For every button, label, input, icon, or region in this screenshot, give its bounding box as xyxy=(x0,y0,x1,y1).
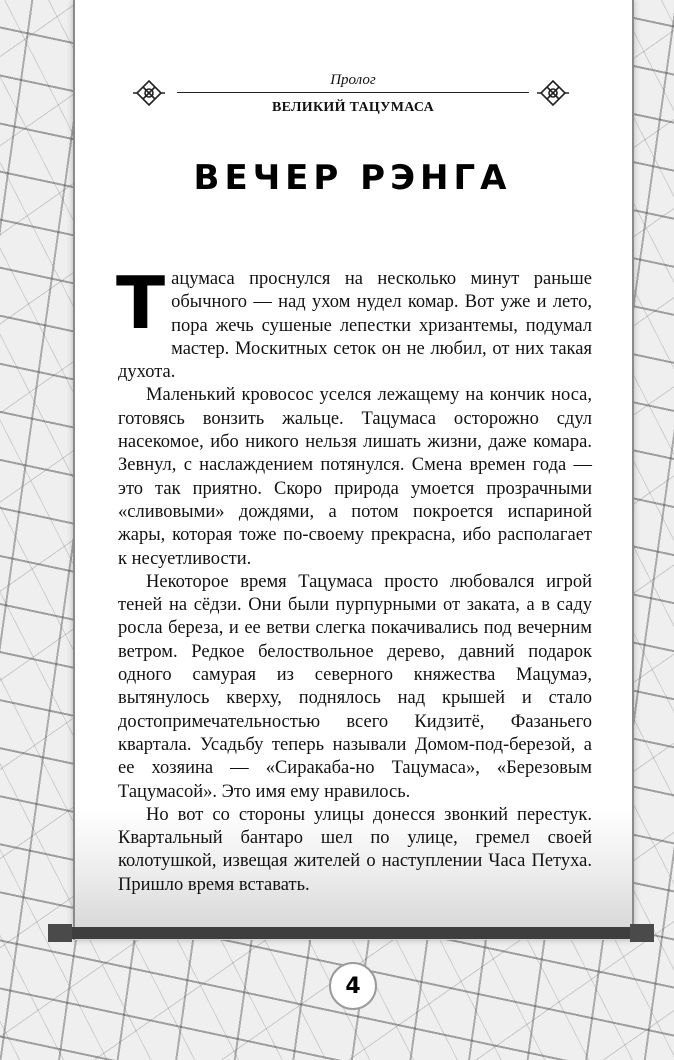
page-number-badge xyxy=(329,962,377,1010)
paragraph-1 xyxy=(116,261,592,384)
paragraph-2: Маленький кровосос уселся лежащему на кончик носа, готовясь вонзить жальце. Тацумаса осторожно сдул насекомое, ибо никого нельзя лишать жизни, даже комара. Зевнул, с наслаждением потянулся. Смена времен года — это так приятно. Скоро природа умоется прозрачными «сливовыми» дождями, а потом покроется испариной жары, которая тоже по-своему прекрасна, ибо располагает к несуетливости. xyxy=(118,385,592,569)
knot-ornament-icon xyxy=(132,78,166,108)
paragraph-1-text: ацумаса проснулся на несколько минут раньше обычного — над ухом нудел комар. Вот уже и лето, пора жечь сушеные лепестки хризантемы, подумал мастер. Москитных сеток он не любил, от них такая духота. xyxy=(118,269,592,383)
paragraph-3: Некоторое время Тацумаса просто любовался игрой теней на сёдзи. Они были пурпурными от заката, а в саду росла береза, и ее ветви слегка покачивались под вечерним ветром. Редкое белоствольное дерево, давний подарок одного самурая из северного княжества Мацумаэ, вытянулось кверху, поднялось над крышей и стало достопримечательностью всего Кидзитё, Фазаньего квартала. Усадьбу теперь называли Домом-под-березой, а ее хозяина — «Сиракаба-но Тацумаса», «Березовым Тацумасой». Это имя ему нравилось. xyxy=(118,571,592,802)
paragraph-4: Но вот со стороны улицы донесся звонкий перестук. Квартальный бантаро шел по улице, гремел своей колотушкой, извещая жителей о наступлении Часа Петуха. Пришло время вставать. xyxy=(118,804,592,895)
chapter-title: ВЕЧЕР РЭНГА xyxy=(193,158,512,198)
running-header-subtitle: ВЕЛИКИЙ ТАЦУМАСА xyxy=(271,100,435,115)
scroll-rod-end-left xyxy=(48,924,72,942)
drop-cap: Т xyxy=(116,261,166,345)
page-number: 4 xyxy=(345,973,361,999)
running-header-section: Пролог xyxy=(330,72,376,88)
header-rule xyxy=(177,92,529,93)
scroll-rod xyxy=(48,927,654,939)
body-text xyxy=(116,261,592,897)
knot-ornament-icon xyxy=(536,78,570,108)
scroll-rod-end-right xyxy=(630,924,654,942)
